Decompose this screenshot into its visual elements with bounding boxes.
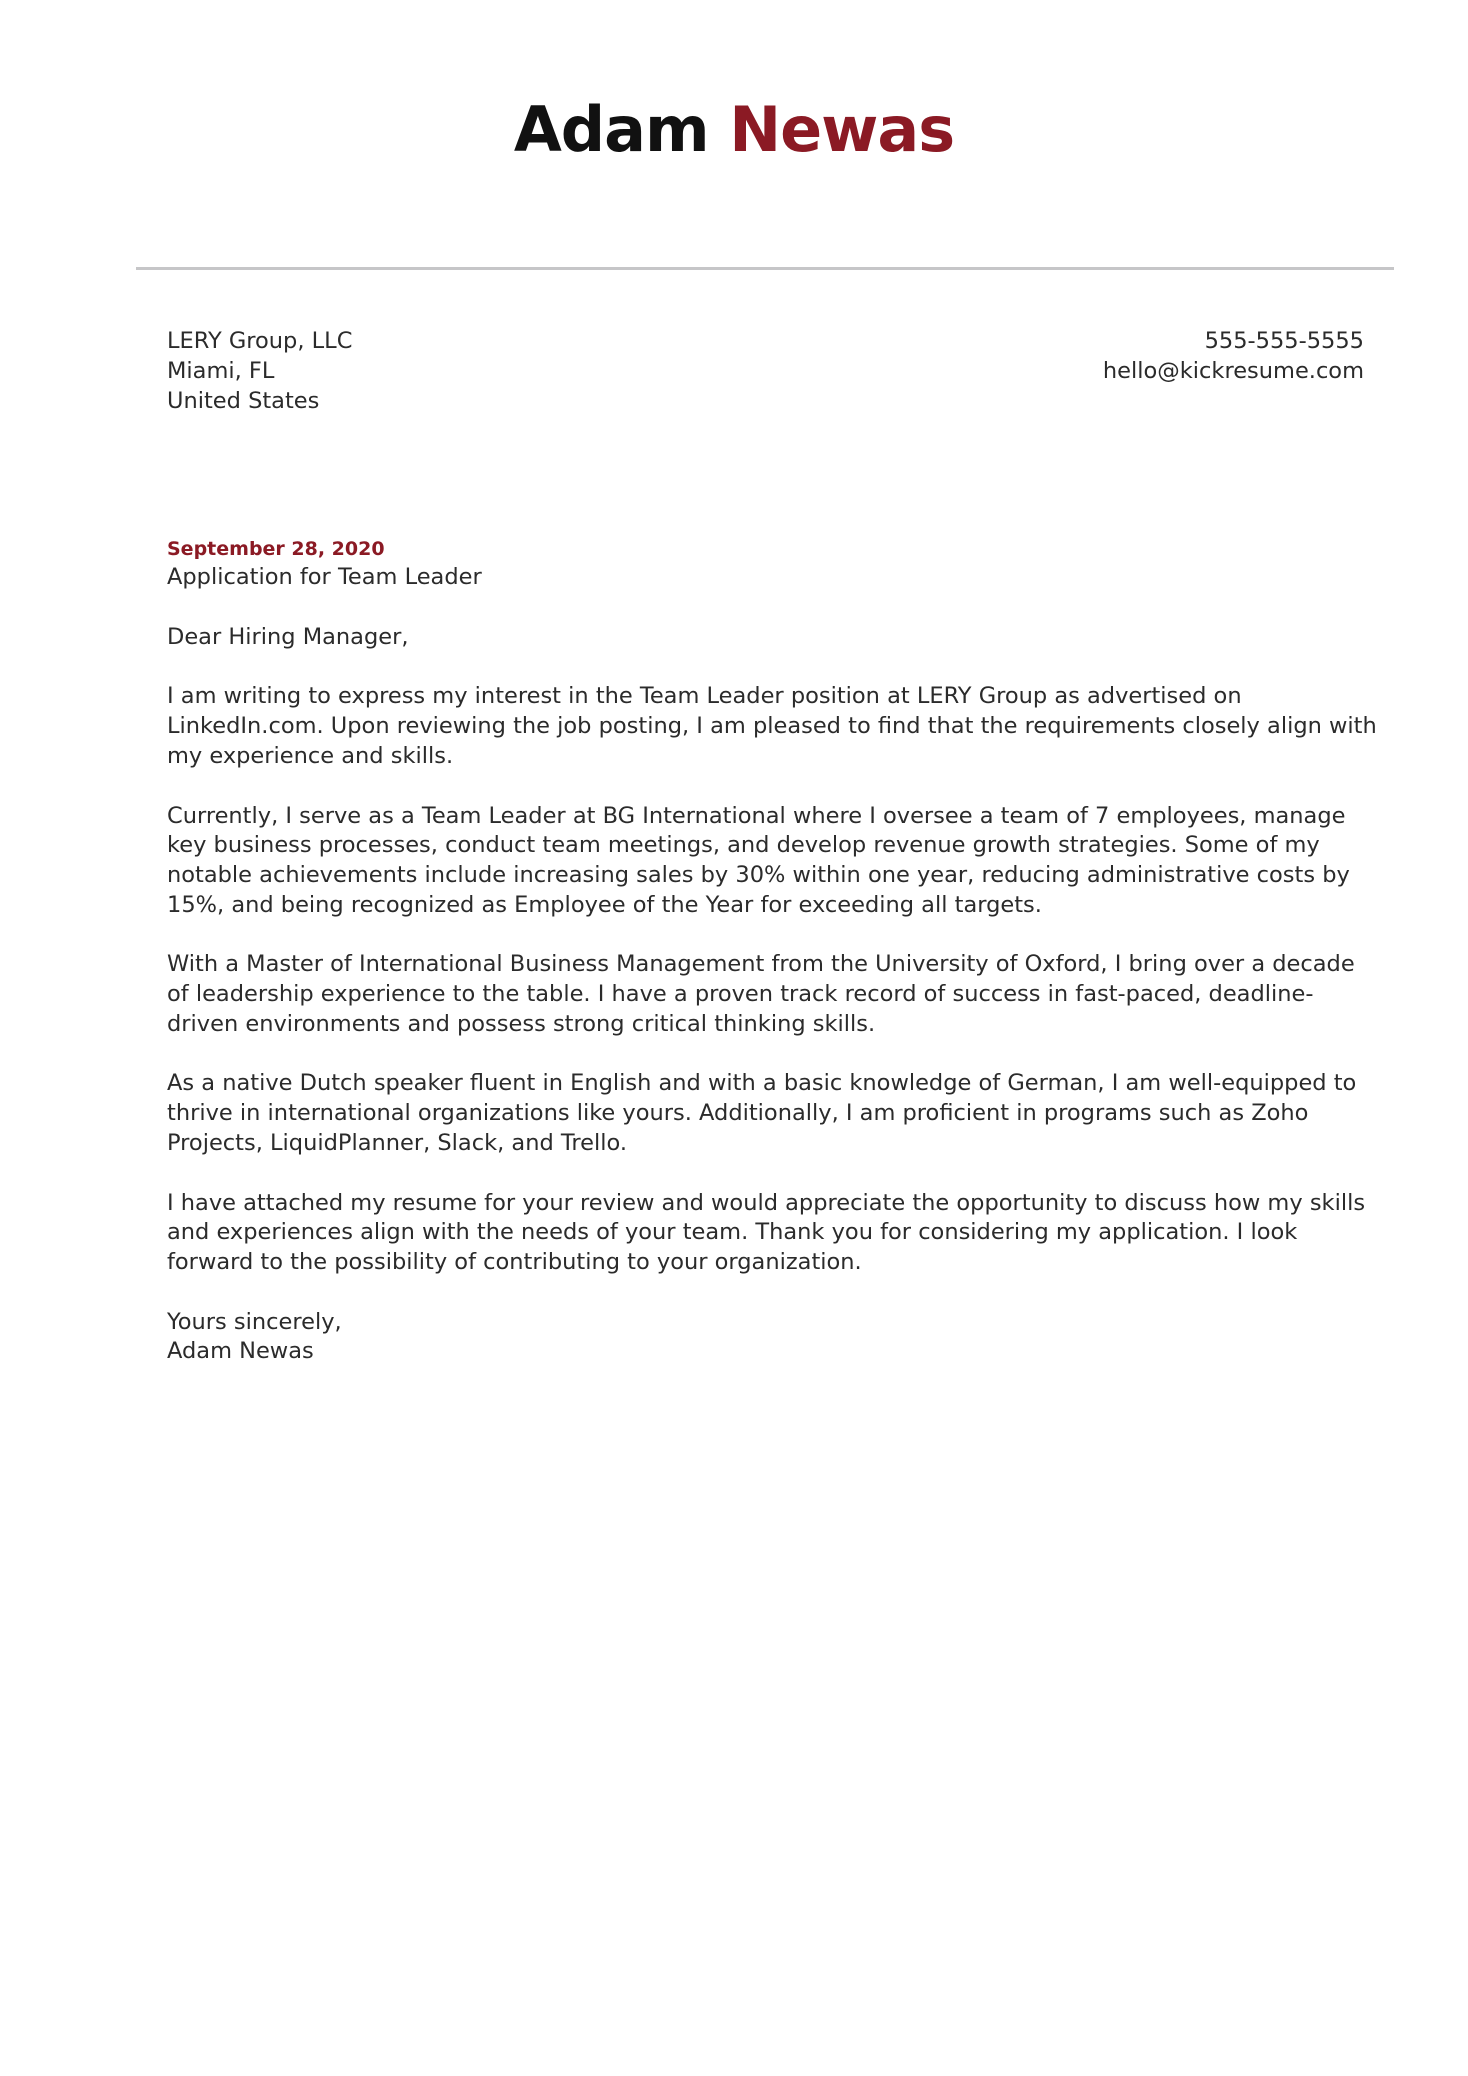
letter-body [167,563,1377,1397]
header-divider [136,267,1394,270]
letter-paragraph-3: With a Master of International Business Management from the University of Oxford, I bring over a decade of leadership experience to the table. I have a proven track record of success in fast-paced, deadline-driven environments and possess strong critical thinking skills. [167,951,1355,1037]
sender-email: hello@kickresume.com [1102,358,1364,384]
letter-date: September 28, 2020 [167,538,385,560]
recipient-country: United States [167,388,320,414]
letter-signature: Adam Newas [167,1338,314,1365]
applicant-name-heading [0,92,1468,168]
recipient-company: LERY Group, LLC [167,328,353,354]
letter-salutation: Dear Hiring Manager, [167,623,409,650]
letter-subject: Application for Team Leader [167,564,482,590]
letter-paragraph-5: I have attached my resume for your review and would appreciate the opportunity to discuss how my skills and experiences align with the needs of your team. Thank you for considering my application. I look forward to the possibility of contributing to your organization. [167,1189,1366,1275]
first-name: Adam [513,93,709,166]
recipient-city: Miami, FL [167,358,275,384]
letter-paragraph-2: Currently, I serve as a Team Leader at BG International where I oversee a team of 7 employees, manage key business processes, conduct team meetings, and develop revenue growth strategies. Some of my notable achievements include increasing sales by 30% within one year, reducing administrative costs by 15%, and being recognized as Employee of the Year for exceeding all targets. [167,802,1350,918]
sender-contact [1103,326,1364,386]
letter-paragraph-1: I am writing to express my interest in the Team Leader position at LERY Group as advertised on LinkedIn.com. Upon reviewing the job posting, I am pleased to find that the requirements closely align with my experience and skills. [167,683,1377,769]
sender-phone: 555-555-5555 [1204,328,1364,354]
letter-paragraph-4: As a native Dutch speaker fluent in English and with a basic knowledge of German, I am well-equipped to thrive in international organizations like yours. Additionally, I am proficient in programs such as Zoho Projects, LiquidPlanner, Slack, and Trello. [167,1070,1357,1156]
recipient-address [167,326,352,416]
last-name: Newas [729,93,955,166]
letter-signoff [167,1308,1377,1367]
letter-closing: Yours sincerely, [167,1308,342,1335]
